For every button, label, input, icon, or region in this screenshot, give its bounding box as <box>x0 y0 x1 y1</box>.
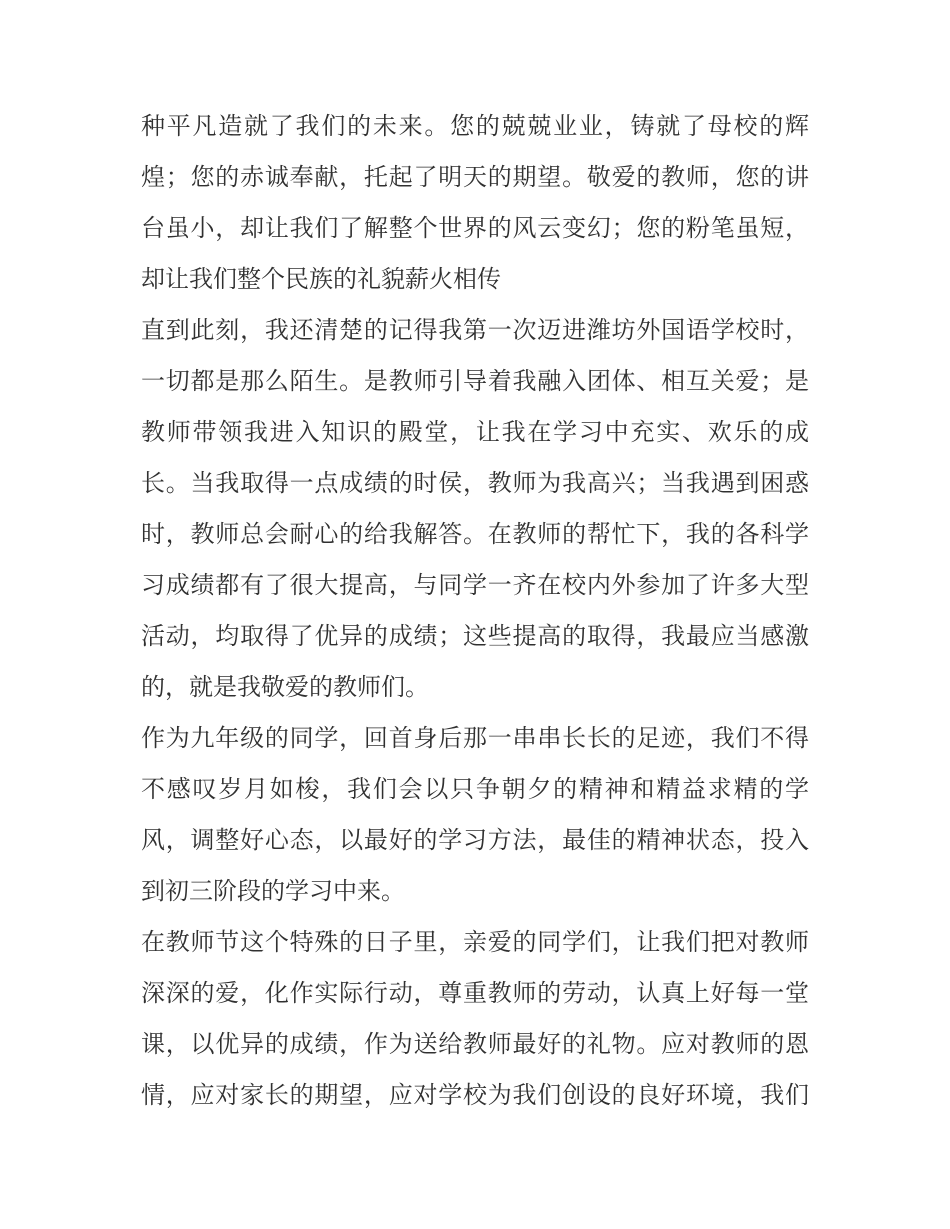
text-line: 直到此刻，我还清楚的记得我第一次迈进潍坊外国语学校时， <box>141 318 809 344</box>
text-line: 习成绩都有了很大提高，与同学一齐在校内外参加了许多大型 <box>141 573 809 599</box>
text-line: 种平凡造就了我们的未来。您的兢兢业业，铸就了母校的辉 <box>141 114 809 140</box>
text-line: 到初三阶段的学习中来。 <box>141 879 405 905</box>
text-line: 教师带领我进入知识的殿堂，让我在学习中充实、欢乐的成 <box>141 420 809 446</box>
text-line: 课，以优异的成绩，作为送给教师最好的礼物。应对教师的恩 <box>141 1032 809 1058</box>
text-line: 一切都是那么陌生。是教师引导着我融入团体、相互关爱；是 <box>141 369 809 395</box>
text-line: 深深的爱，化作实际行动，尊重教师的劳动，认真上好每一堂 <box>141 981 809 1007</box>
text-line: 却让我们整个民族的礼貌薪火相传 <box>141 267 501 293</box>
text-line: 情，应对家长的期望，应对学校为我们创设的良好环境，我们 <box>141 1083 809 1109</box>
text-line: 的，就是我敬爱的教师们。 <box>141 675 429 701</box>
text-line: 煌；您的赤诚奉献，托起了明天的期望。敬爱的教师，您的讲 <box>141 165 809 191</box>
text-line: 风，调整好心态，以最好的学习方法，最佳的精神状态，投入 <box>141 828 809 854</box>
text-line: 不感叹岁月如梭，我们会以只争朝夕的精神和精益求精的学 <box>141 777 809 803</box>
paragraph-3 <box>141 714 809 918</box>
text-line: 作为九年级的同学，回首身后那一串串长长的足迹，我们不得 <box>141 726 809 752</box>
text-line: 时，教师总会耐心的给我解答。在教师的帮忙下，我的各科学 <box>141 522 809 548</box>
paragraph-4 <box>141 918 809 1122</box>
text-line: 在教师节这个特殊的日子里，亲爱的同学们，让我们把对教师 <box>141 930 809 956</box>
text-line: 活动，均取得了优异的成绩；这些提高的取得，我最应当感激 <box>141 624 809 650</box>
paragraph-2 <box>141 306 809 714</box>
paragraph-1 <box>141 102 809 306</box>
text-line: 台虽小，却让我们了解整个世界的风云变幻；您的粉笔虽短， <box>141 216 809 242</box>
text-line: 长。当我取得一点成绩的时侯，教师为我高兴；当我遇到困惑 <box>141 471 809 497</box>
text-block <box>141 102 809 1122</box>
